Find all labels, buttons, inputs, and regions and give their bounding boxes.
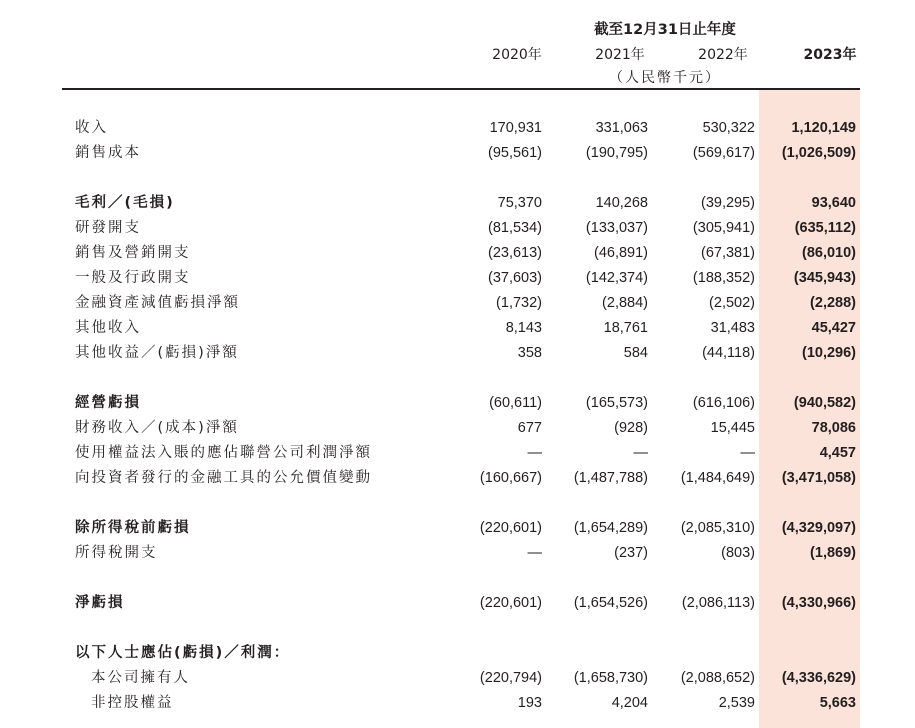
value-2022: (2,502) (709, 295, 755, 311)
row-label: 其他收入 (75, 320, 141, 336)
row-label: 向投資者發行的金融工具的公允價值變動 (75, 470, 372, 486)
value-2022: 530,322 (702, 120, 755, 136)
value-2022: (569,617) (692, 145, 755, 161)
value-2023: (635,112) (794, 220, 856, 236)
row-owners-of-company (0, 666, 915, 690)
row-label: 非控股權益 (91, 695, 174, 711)
value-2021: (165,573) (585, 395, 648, 411)
value-2020: 193 (517, 695, 542, 711)
value-2023: 5,663 (819, 695, 856, 711)
row-label: 其他收益／(虧損)淨額 (75, 345, 239, 361)
value-2020: (160,667) (479, 470, 542, 486)
value-2023: (10,296) (801, 345, 856, 361)
value-2023: (86,010) (801, 245, 856, 261)
period-title: 截至12月31日止年度 (594, 22, 736, 38)
value-2021: (190,795) (585, 145, 648, 161)
value-2023: (1,026,509) (781, 145, 856, 161)
value-2020: — (527, 545, 542, 561)
value-2021: (1,654,526) (573, 595, 648, 611)
value-2021: (928) (614, 420, 648, 436)
value-2020: 358 (517, 345, 542, 361)
row-selling-marketing-expenses (0, 241, 915, 265)
row-finance-income-cost (0, 416, 915, 440)
value-2021: 4,204 (611, 695, 648, 711)
row-share-of-associates-profit (0, 441, 915, 465)
value-2022: (2,085,310) (680, 520, 755, 536)
value-2023: (940,582) (793, 395, 856, 411)
value-2023: (4,329,097) (781, 520, 856, 536)
value-2022: 2,539 (718, 695, 755, 711)
row-label: 除所得稅前虧損 (75, 520, 191, 536)
value-2022: (67,381) (700, 245, 755, 261)
row-fair-value-changes (0, 466, 915, 490)
row-label: 使用權益法入賬的應佔聯營公司利潤淨額 (75, 445, 372, 461)
row-label: 收入 (75, 120, 108, 136)
value-2023: (4,330,966) (781, 595, 856, 611)
value-2022: (2,086,113) (681, 595, 755, 611)
row-income-tax-expense (0, 541, 915, 565)
value-2022: 15,445 (710, 420, 755, 436)
row-general-admin-expenses (0, 266, 915, 290)
row-label: 財務收入／(成本)淨額 (75, 420, 239, 436)
row-cost-of-sales (0, 141, 915, 165)
value-2020: (60,611) (489, 395, 542, 411)
row-attributable-to-header (0, 641, 915, 665)
value-2023: 93,640 (811, 195, 856, 211)
value-2021: 331,063 (595, 120, 648, 136)
value-2020: (220,794) (479, 670, 542, 686)
row-label: 所得稅開支 (75, 545, 158, 561)
row-loss-before-tax (0, 516, 915, 540)
value-2022: (39,295) (700, 195, 755, 211)
value-2023: (4,336,629) (781, 670, 856, 686)
value-2021: (142,374) (585, 270, 648, 286)
value-2020: (37,603) (487, 270, 542, 286)
value-2020: 677 (517, 420, 542, 436)
currency-unit: （人民幣千元） (609, 70, 721, 86)
row-gross-profit (0, 191, 915, 215)
row-other-gains-losses (0, 341, 915, 365)
year-2022-header: 2022年 (698, 47, 748, 63)
value-2022: — (740, 445, 755, 461)
value-2021: (2,884) (602, 295, 648, 311)
row-label: 金融資產減值虧損淨額 (75, 295, 240, 311)
value-2022: (305,941) (692, 220, 755, 236)
header-rule (62, 88, 860, 90)
row-label: 本公司擁有人 (91, 670, 190, 686)
value-2020: 8,143 (505, 320, 542, 336)
value-2023: (345,943) (793, 270, 856, 286)
value-2021: — (633, 445, 648, 461)
value-2022: (616,106) (692, 395, 755, 411)
value-2023: 4,457 (819, 445, 856, 461)
row-non-controlling-interests (0, 691, 915, 715)
value-2020: (220,601) (479, 520, 542, 536)
row-financial-asset-impairment (0, 291, 915, 315)
row-label: 毛利／(毛損) (75, 195, 175, 211)
value-2020: 75,370 (497, 195, 542, 211)
year-2020-header: 2020年 (492, 47, 542, 63)
value-2022: (188,352) (692, 270, 755, 286)
value-2021: (1,487,788) (573, 470, 648, 486)
value-2020: (81,534) (487, 220, 542, 236)
value-2021: (237) (614, 545, 648, 561)
value-2021: (1,654,289) (573, 520, 648, 536)
value-2023: 1,120,149 (791, 120, 856, 136)
value-2020: (23,613) (487, 245, 542, 261)
year-2021-header: 2021年 (595, 47, 645, 63)
year-2023-header: 2023年 (803, 47, 857, 63)
value-2020: — (527, 445, 542, 461)
value-2023: 78,086 (811, 420, 856, 436)
row-rnd-expenses (0, 216, 915, 240)
value-2023: (3,471,058) (781, 470, 856, 486)
value-2022: (2,088,652) (680, 670, 755, 686)
value-2022: (1,484,649) (680, 470, 755, 486)
row-label: 以下人士應佔(虧損)／利潤： (75, 645, 291, 661)
value-2022: 31,483 (710, 320, 755, 336)
value-2022: (803) (721, 545, 755, 561)
row-operating-loss (0, 391, 915, 415)
row-net-loss (0, 591, 915, 615)
value-2023: (1,869) (810, 545, 856, 561)
value-2023: (2,288) (810, 295, 856, 311)
value-2023: 45,427 (811, 320, 856, 336)
value-2020: (220,601) (479, 595, 542, 611)
row-label: 銷售成本 (75, 145, 141, 161)
value-2020: (95,561) (487, 145, 542, 161)
value-2021: (1,658,730) (573, 670, 648, 686)
row-label: 銷售及營銷開支 (75, 245, 191, 261)
row-label: 一般及行政開支 (75, 270, 191, 286)
value-2020: (1,732) (496, 295, 542, 311)
row-revenue (0, 116, 915, 140)
value-2022: (44,118) (702, 345, 755, 361)
value-2021: (133,037) (585, 220, 648, 236)
value-2021: 18,761 (603, 320, 648, 336)
row-label: 經營虧損 (75, 395, 141, 411)
value-2021: (46,891) (593, 245, 648, 261)
value-2021: 584 (623, 345, 648, 361)
row-other-income (0, 316, 915, 340)
row-label: 淨虧損 (75, 595, 125, 611)
value-2020: 170,931 (489, 120, 542, 136)
row-label: 研發開支 (75, 220, 141, 236)
value-2021: 140,268 (595, 195, 648, 211)
